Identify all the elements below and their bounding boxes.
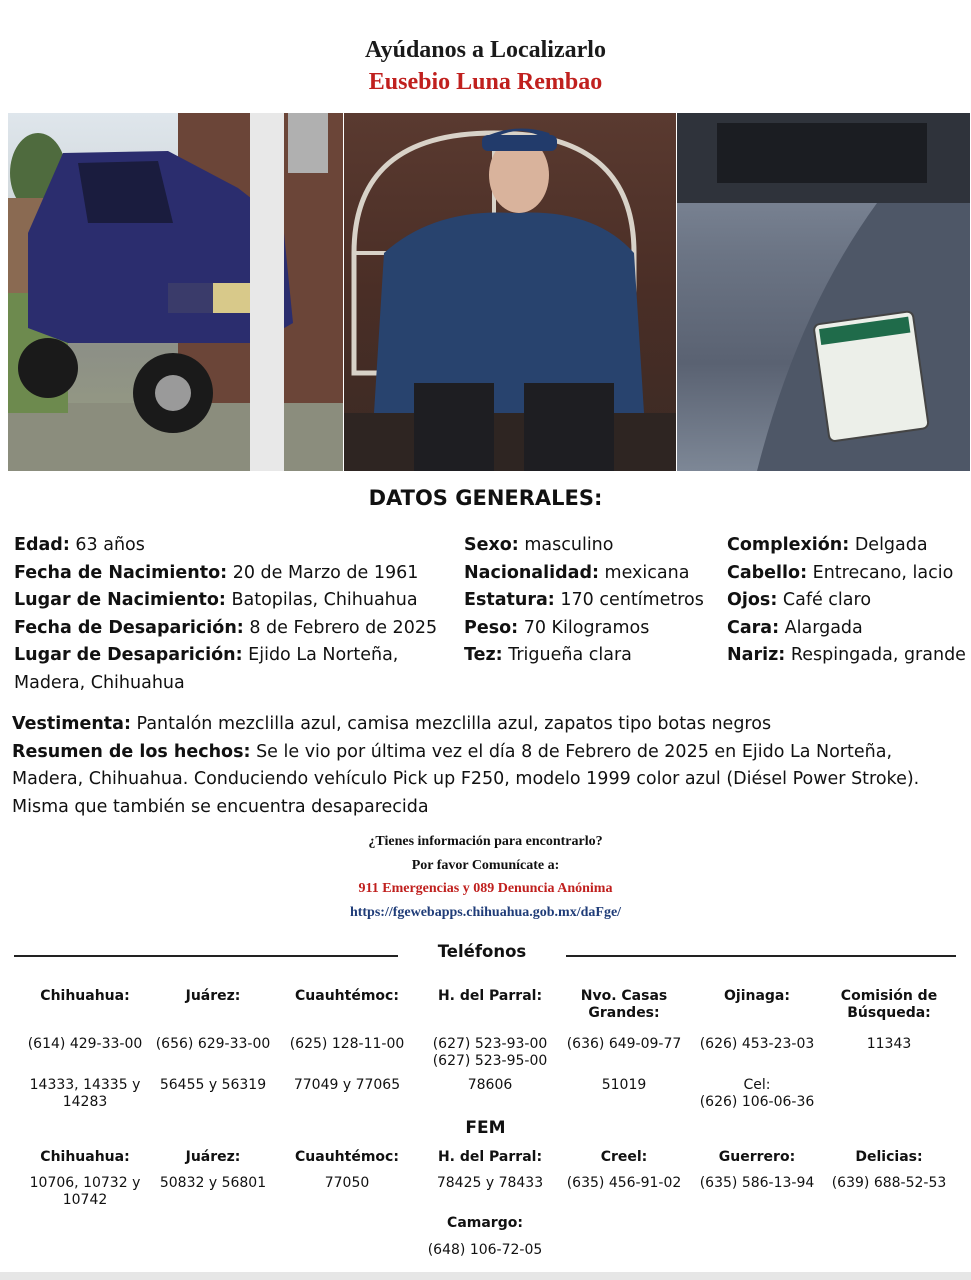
phone-header-cell: Comisión de Búsqueda: [840,988,938,1021]
fem-cell: 50832 y 56801 [159,1175,267,1191]
phone-cell: (636) 649-09-77 [566,1036,682,1052]
phone-cell: (656) 629-33-00 [155,1036,271,1052]
clothing-row: Vestimenta: Pantalón mezclilla azul, camisa mezclilla azul, zapatos tipo botas negros [12,714,772,734]
phones-title: Teléfonos [437,942,527,961]
fem-header-cell: Chihuahua: [40,1149,130,1165]
person-photo [344,113,676,471]
fem-header-cell: Juárez: [185,1149,241,1165]
birthdate-row: Fecha de Nacimiento: 20 de Marzo de 1961 [14,562,419,583]
sex-row: Sexo: masculino [464,535,614,555]
disappearance-place-row: Lugar de Desaparición: Ejido La Norteña, Madera, Chihuahua [14,645,399,693]
fem-title: FEM [465,1118,506,1138]
nose-row: Nariz: Respingada, grande [727,645,966,666]
fem-cell: (635) 456-91-02 [566,1175,682,1191]
nationality-row: Nacionalidad: mexicana [464,562,690,583]
fem-cell: (639) 688-52-53 [831,1175,947,1191]
fem-cell: 78425 y 78433 [436,1175,544,1191]
poster-title: Ayúdanos a Localizarlo [365,37,606,63]
phone-header-cell: Cuauhtémoc: [295,988,399,1004]
height-row: Estatura: 170 centímetros [464,590,704,611]
fem-header-cell: Camargo: [447,1215,523,1231]
hair-row: Cabello: Entrecano, lacio [727,562,954,583]
phone-cell: 56455 y 56319 [159,1077,267,1093]
fem-header-cell: Cuauhtémoc: [295,1149,399,1165]
divider-left [14,955,398,957]
personal-data-column-3 [727,532,966,670]
phone-header-cell: Ojinaga: [724,988,790,1004]
divider-right [566,955,956,957]
phone-cell: (626) 453-23-03 [699,1036,815,1052]
phone-cell: 78606 [467,1077,513,1093]
personal-data-column-2 [464,532,704,670]
phone-cell: (625) 128-11-00 [289,1036,405,1052]
fem-cell: (648) 106-72-05 [427,1242,543,1258]
phone-cell: 11343 [866,1036,912,1052]
phone-cell: (627) 523-93-00 (627) 523-95-00 [432,1036,548,1069]
build-row: Complexión: Delgada [727,535,928,555]
weight-row: Peso: 70 Kilogramos [464,617,650,638]
poster-header [0,34,971,98]
phone-cell: Cel: (626) 106-06-36 [699,1077,815,1110]
report-link[interactable]: https://fgewebapps.chihuahua.gob.mx/daFge/ [349,904,622,920]
personal-data-column-1 [14,532,454,698]
summary-row: Resumen de los hechos: Se le vio por última vez el día 8 de Febrero de 2025 en Ejido La Norteña, Madera, Chihuahua. Conduciendo vehículo Pick up F250, modelo 1999 color azul (Diésel Power Stroke). Misma que también se encuentra desaparecida [12,741,920,817]
truck-photo [8,113,343,471]
fem-cell: (635) 586-13-94 [699,1175,815,1191]
birthplace-row: Lugar de Nacimiento: Batopilas, Chihuahua [14,590,418,611]
phone-header-cell: Nvo. Casas Grandes: [580,988,668,1021]
info-question: ¿Tienes información para encontrarlo? [368,834,603,849]
phone-cell: 14333, 14335 y 14283 [29,1077,141,1110]
license-plate-photo [677,113,970,471]
eyes-row: Ojos: Café claro [727,590,872,611]
general-data-title: DATOS GENERALES: [368,486,603,510]
description-paragraph [12,711,962,821]
bottom-bar [0,1272,971,1280]
fem-cell: 10706, 10732 y 10742 [29,1175,141,1208]
photo-strip [8,113,970,471]
face-row: Cara: Alargada [727,617,863,638]
complexion-tone-row: Tez: Trigueña clara [464,645,632,666]
fem-cell: 77050 [324,1175,370,1191]
phone-header-cell: Juárez: [185,988,241,1004]
fem-header-cell: Guerrero: [718,1149,796,1165]
fem-header-cell: Delicias: [855,1149,923,1165]
phone-cell: (614) 429-33-00 [27,1036,143,1052]
age-row: Edad: 63 años [14,535,145,555]
fem-header-cell: Creel: [600,1149,648,1165]
phone-cell: 51019 [601,1077,647,1093]
fem-header-cell: H. del Parral: [437,1149,543,1165]
emergency-numbers: 911 Emergencias y 089 Denuncia Anónima [358,881,613,896]
contact-info [0,830,971,924]
phone-header-cell: Chihuahua: [40,988,130,1004]
phone-header-cell: H. del Parral: [437,988,543,1004]
disappearance-date-row: Fecha de Desaparición: 8 de Febrero de 2025 [14,617,438,638]
missing-person-name: Eusebio Luna Rembao [368,69,603,95]
info-call-to-action: Por favor Comunícate a: [411,857,560,873]
phone-cell: 77049 y 77065 [293,1077,401,1093]
